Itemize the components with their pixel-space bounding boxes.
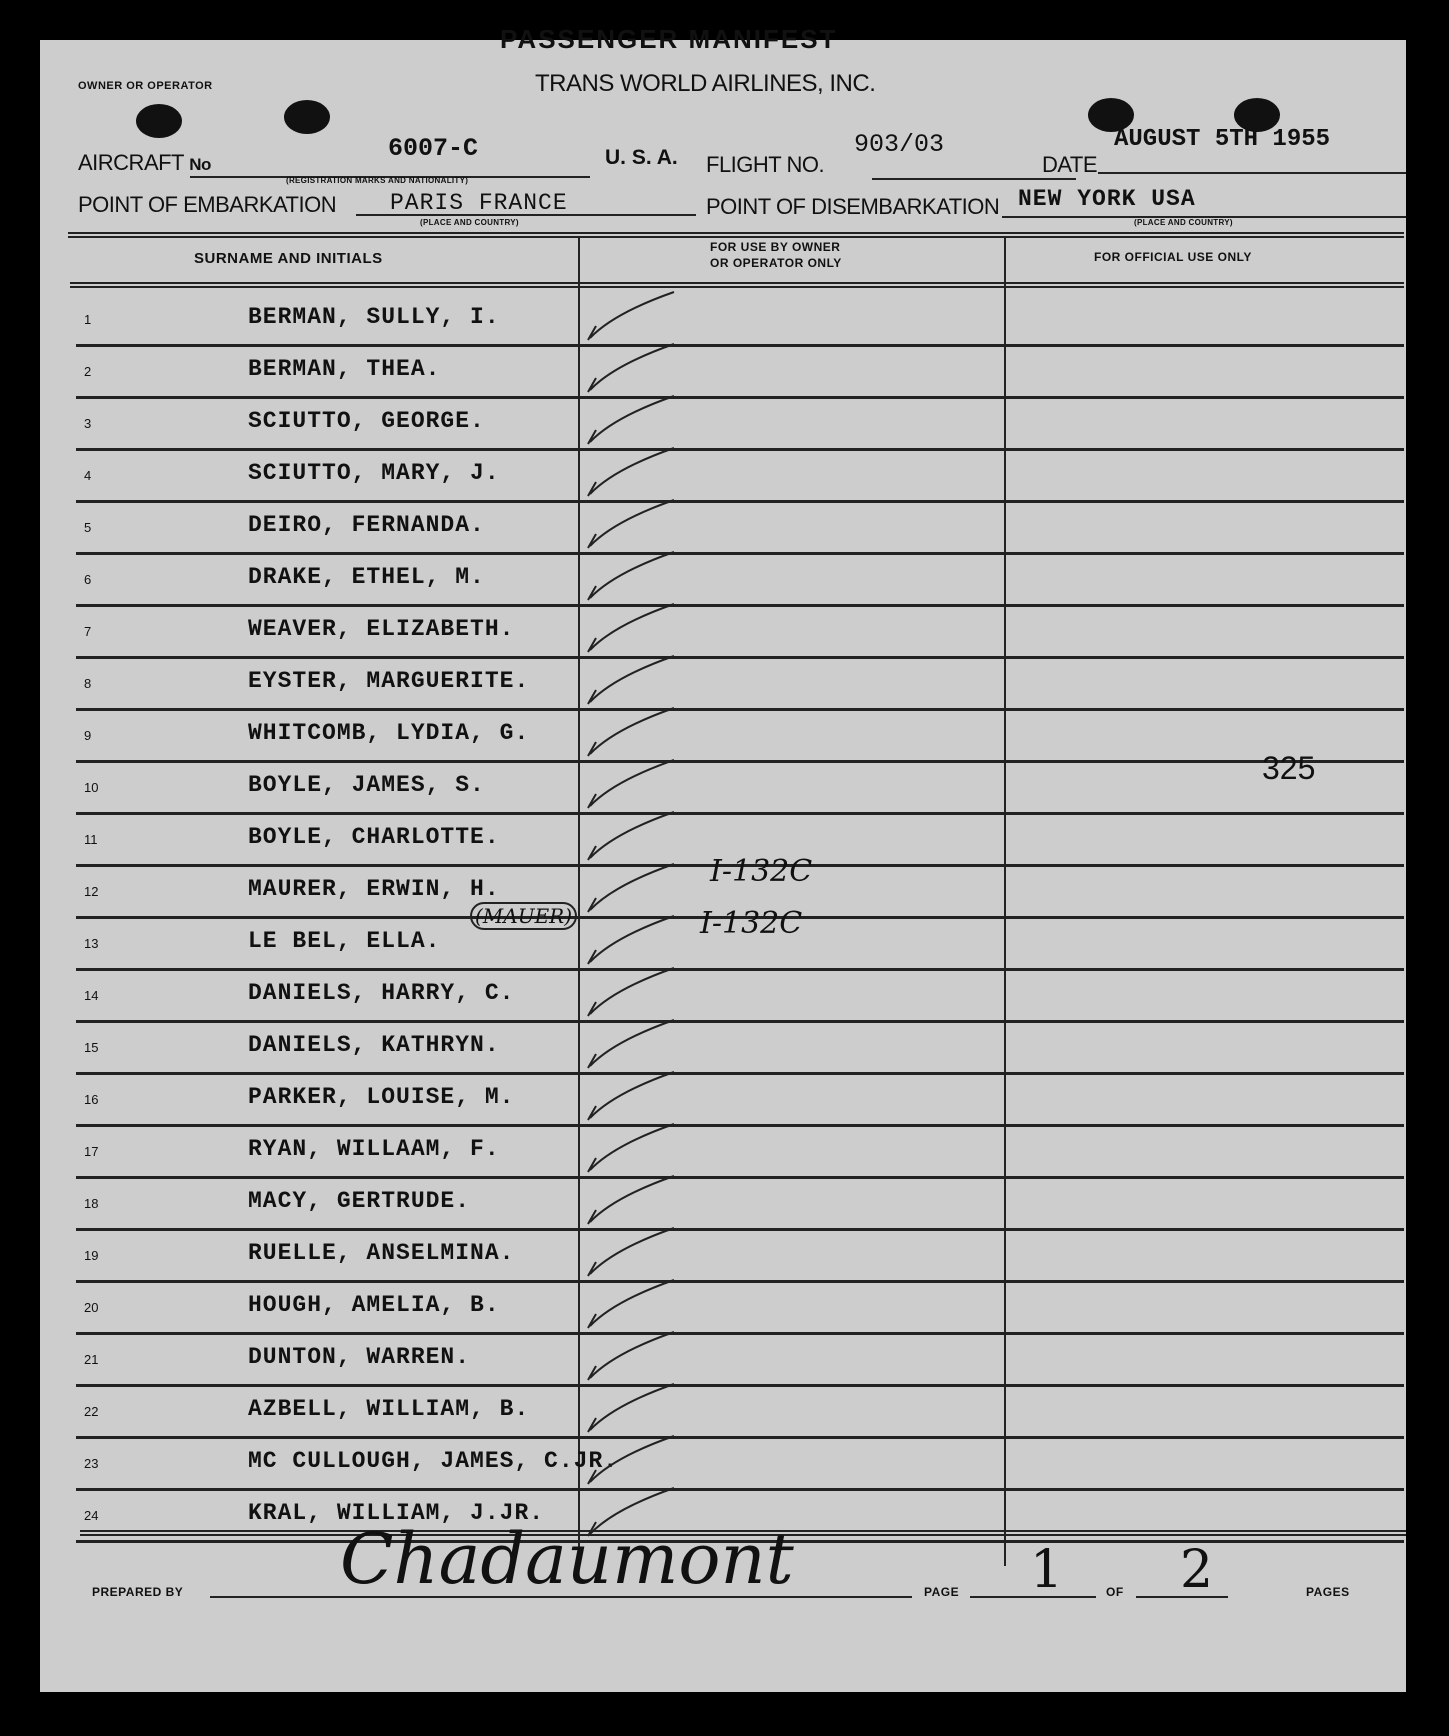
row-number: 17	[84, 1144, 99, 1159]
row-number: 11	[84, 832, 98, 847]
column-header-owner-1: FOR USE BY OWNER	[710, 240, 841, 254]
clipped-title: PASSENGER MANIFEST	[500, 24, 838, 54]
check-mark-icon	[584, 704, 684, 764]
check-mark-icon	[584, 1276, 684, 1336]
embarkation-label: POINT OF EMBARKATION	[78, 192, 337, 217]
row-rule	[76, 1280, 1404, 1283]
maiden-name-note-row13: (MAUER)	[470, 902, 577, 930]
date-label: DATE	[1042, 152, 1098, 177]
check-mark-icon	[584, 392, 684, 452]
passenger-name: WEAVER, ELIZABETH.	[248, 616, 515, 642]
row-rule	[76, 448, 1404, 451]
punch-hole	[284, 100, 330, 134]
pages-label: PAGES	[1306, 1585, 1350, 1599]
row-rule	[76, 1228, 1404, 1231]
row-number: 6	[84, 572, 92, 587]
table-top-rule	[68, 232, 1404, 234]
row-number: 12	[84, 884, 99, 899]
row-number: 23	[84, 1456, 99, 1471]
row-rule	[76, 552, 1404, 555]
row-number: 20	[84, 1300, 99, 1315]
passenger-name: BOYLE, JAMES, S.	[248, 772, 485, 798]
check-mark-icon	[584, 1068, 684, 1128]
header-rule	[70, 282, 1404, 284]
passenger-name: WHITCOMB, LYDIA, G.	[248, 720, 530, 746]
passenger-name: AZBELL, WILLIAM, B.	[248, 1396, 530, 1422]
column-header-owner-2: OR OPERATOR ONLY	[710, 256, 842, 270]
passenger-name: DANIELS, KATHRYN.	[248, 1032, 500, 1058]
row-number: 14	[84, 988, 99, 1003]
passenger-name: BERMAN, THEA.	[248, 356, 441, 382]
check-mark-icon	[584, 1016, 684, 1076]
row-number: 22	[84, 1404, 99, 1419]
row-number: 18	[84, 1196, 99, 1211]
owner-label: OWNER OR OPERATOR	[78, 80, 213, 92]
disembarkation-label: POINT OF DISEMBARKATION	[706, 194, 1000, 219]
column-divider-1	[578, 236, 580, 1566]
row-rule	[76, 1176, 1404, 1179]
page-number: 1	[1030, 1540, 1064, 1600]
row-number: 19	[84, 1248, 99, 1263]
prepared-label: PREPARED BY	[92, 1585, 184, 1599]
row-number: 15	[84, 1040, 99, 1055]
check-mark-icon	[584, 548, 684, 608]
row-rule	[76, 812, 1404, 815]
row-number: 4	[84, 468, 92, 483]
of-label: OF	[1106, 1585, 1124, 1599]
embarkation-value: PARIS FRANCE	[390, 190, 568, 216]
check-mark-icon	[584, 860, 684, 920]
date-underline	[1098, 172, 1406, 174]
row-number: 13	[84, 936, 99, 951]
check-mark-icon	[584, 340, 684, 400]
place-caption-2: (PLACE AND COUNTRY)	[1134, 218, 1233, 227]
aircraft-number: 6007-C	[388, 134, 479, 163]
registration-caption: (REGISTRATION MARKS AND NATIONALITY)	[286, 176, 469, 185]
passenger-name: RUELLE, ANSELMINA.	[248, 1240, 515, 1266]
passenger-name: KRAL, WILLIAM, J.JR.	[248, 1500, 545, 1526]
official-note-row10: 325	[1262, 750, 1316, 786]
place-caption: (PLACE AND COUNTRY)	[420, 218, 519, 227]
check-mark-icon	[584, 1120, 684, 1180]
passenger-name: BOYLE, CHARLOTTE.	[248, 824, 500, 850]
check-mark-icon	[584, 444, 684, 504]
page-label: PAGE	[924, 1585, 960, 1599]
row-number: 16	[84, 1092, 99, 1107]
table-top-rule-2	[68, 236, 1404, 238]
passenger-name: DRAKE, ETHEL, M.	[248, 564, 485, 590]
check-mark-icon	[584, 288, 684, 348]
flight-underline	[872, 178, 1076, 180]
row-rule	[76, 1436, 1404, 1439]
passenger-name: SCIUTTO, GEORGE.	[248, 408, 485, 434]
row-rule	[76, 968, 1404, 971]
manifest-sheet	[40, 24, 1406, 1692]
row-rule	[76, 1124, 1404, 1127]
flight-label: FLIGHT NO.	[706, 152, 825, 177]
row-rule	[76, 604, 1404, 607]
check-mark-icon	[584, 1328, 684, 1388]
row-rule	[76, 1384, 1404, 1387]
column-divider-2	[1004, 236, 1006, 1566]
row-number: 7	[84, 624, 92, 639]
passenger-name: MACY, GERTRUDE.	[248, 1188, 471, 1214]
disembarkation-value: NEW YORK USA	[1018, 186, 1196, 212]
row-number: 8	[84, 676, 92, 691]
row-number: 2	[84, 364, 92, 379]
owner-note-row13: I-132C	[700, 906, 803, 941]
row-number: 3	[84, 416, 92, 431]
check-mark-icon	[584, 808, 684, 868]
airline-name: TRANS WORLD AIRLINES, INC.	[535, 70, 876, 97]
check-mark-icon	[584, 600, 684, 660]
check-mark-icon	[584, 1380, 684, 1440]
aircraft-label-text: AIRCRAFT	[78, 150, 184, 175]
row-number: 5	[84, 520, 92, 535]
passenger-name: BERMAN, SULLY, I.	[248, 304, 500, 330]
passenger-name: MC CULLOUGH, JAMES, C.JR.	[248, 1448, 619, 1474]
row-rule	[76, 500, 1404, 503]
row-rule	[76, 760, 1404, 763]
row-rule	[76, 1488, 1404, 1491]
row-rule	[76, 1332, 1404, 1335]
check-mark-icon	[584, 496, 684, 556]
aircraft-label	[78, 150, 211, 176]
passenger-name: LE BEL, ELLA.	[248, 928, 441, 954]
passenger-name: EYSTER, MARGUERITE.	[248, 668, 530, 694]
date-value: AUGUST 5TH 1955	[1114, 126, 1331, 153]
prepared-signature: Chadaumont	[340, 1518, 794, 1600]
check-mark-icon	[584, 1432, 684, 1492]
row-number: 21	[84, 1352, 99, 1367]
column-header-official: FOR OFFICIAL USE ONLY	[1094, 250, 1252, 264]
punch-hole	[136, 104, 182, 138]
column-header-surname: SURNAME AND INITIALS	[194, 250, 383, 267]
passenger-name: PARKER, LOUISE, M.	[248, 1084, 515, 1110]
check-mark-icon	[584, 1224, 684, 1284]
header-rule-2	[70, 286, 1404, 288]
passenger-name: MAURER, ERWIN, H.	[248, 876, 500, 902]
row-rule	[76, 708, 1404, 711]
row-number: 24	[84, 1508, 99, 1523]
row-number: 9	[84, 728, 92, 743]
check-mark-icon	[584, 1172, 684, 1232]
row-number: 1	[84, 312, 92, 327]
row-rule	[76, 1072, 1404, 1075]
row-rule	[76, 396, 1404, 399]
passenger-name: SCIUTTO, MARY, J.	[248, 460, 500, 486]
check-mark-icon	[584, 756, 684, 816]
row-rule	[76, 344, 1404, 347]
check-mark-icon	[584, 912, 684, 972]
page-total: 2	[1180, 1540, 1214, 1600]
passenger-name: RYAN, WILLAAM, F.	[248, 1136, 500, 1162]
passenger-name: DEIRO, FERNANDA.	[248, 512, 485, 538]
check-mark-icon	[584, 652, 684, 712]
row-number: 10	[84, 780, 99, 795]
nationality: U. S. A.	[605, 146, 678, 169]
passenger-name: HOUGH, AMELIA, B.	[248, 1292, 500, 1318]
aircraft-no-label: No	[189, 155, 211, 174]
check-mark-icon	[584, 964, 684, 1024]
flight-number: 903/03	[854, 130, 945, 159]
row-rule	[76, 1020, 1404, 1023]
passenger-name: DUNTON, WARREN.	[248, 1344, 471, 1370]
passenger-name: DANIELS, HARRY, C.	[248, 980, 515, 1006]
row-rule	[76, 656, 1404, 659]
owner-note-row12: I-132C	[710, 854, 813, 889]
